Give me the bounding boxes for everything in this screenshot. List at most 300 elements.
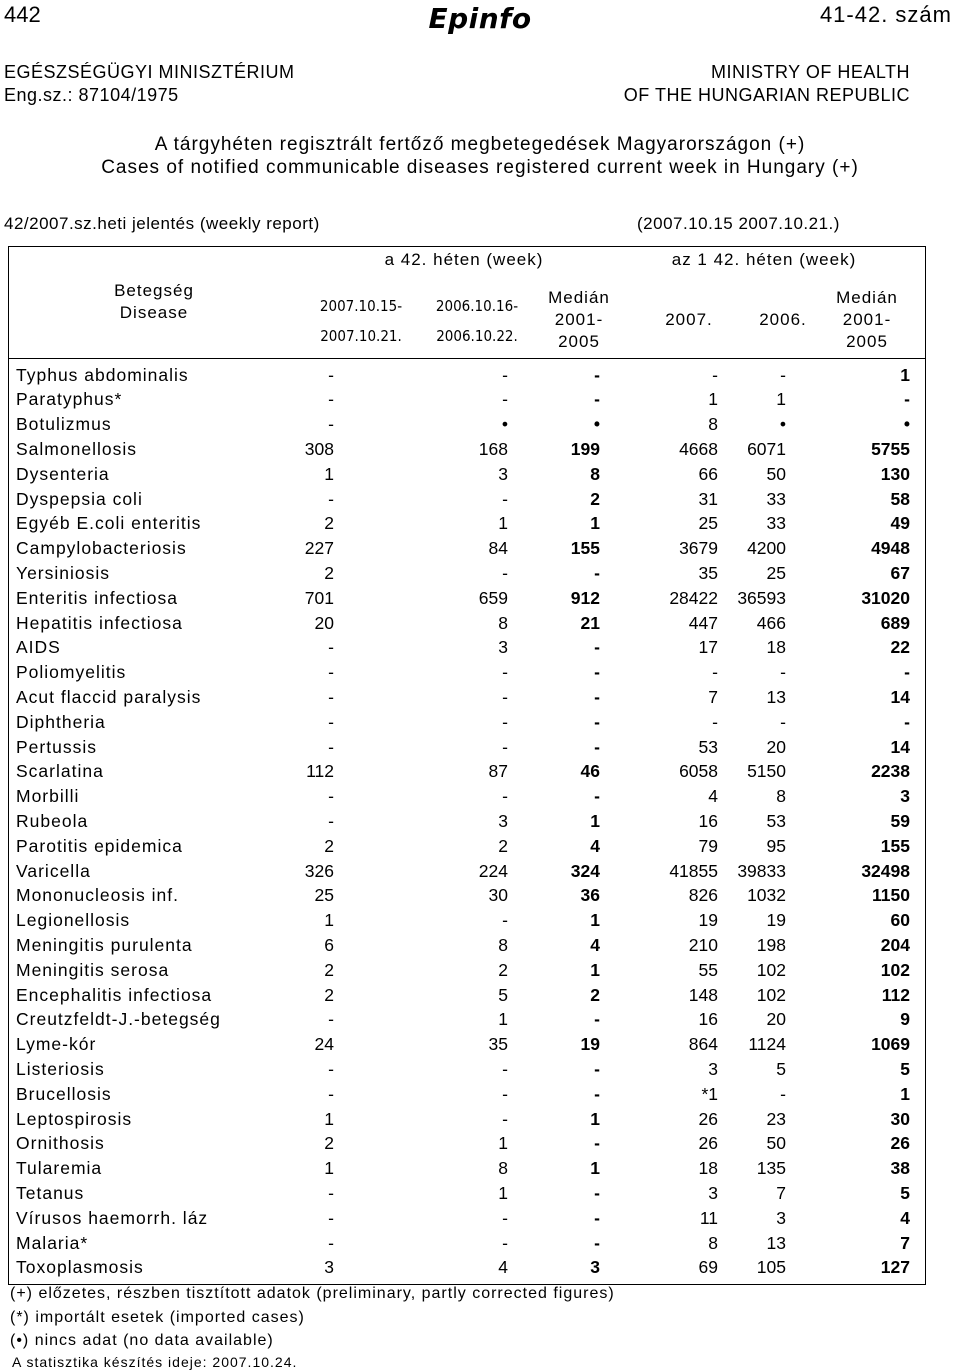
table-row <box>8 387 918 412</box>
cumulative-median: 112 <box>881 984 910 1005</box>
cumulative-2007: 28422 <box>669 587 718 608</box>
disease-name: Brucellosis <box>16 1083 112 1104</box>
cumulative-2006: 5150 <box>747 761 786 782</box>
cumulative-2007: 25 <box>698 513 718 534</box>
week-2007: 3 <box>324 1257 334 1278</box>
table-row <box>8 1082 918 1107</box>
cumulative-2007: 16 <box>698 810 718 831</box>
table-row <box>8 710 918 735</box>
week-median: 2 <box>590 488 600 509</box>
group-header-cumulative: az 1 42. héten (week) <box>671 250 857 269</box>
cumulative-median: 58 <box>890 488 910 509</box>
cumulative-2006: 19 <box>766 910 786 931</box>
disease-name: Paratyphus* <box>16 389 123 410</box>
week-median: - <box>594 786 600 807</box>
cumulative-median: 38 <box>890 1158 910 1179</box>
week-2007: - <box>328 810 334 831</box>
cumulative-2007: 55 <box>698 959 718 980</box>
week-2007: - <box>328 414 334 435</box>
week-2007: - <box>328 637 334 658</box>
week-2007: 308 <box>304 438 334 459</box>
week-2007: - <box>328 1009 334 1030</box>
cumulative-2007: 3 <box>708 1182 718 1203</box>
week-2006: 8 <box>498 1158 508 1179</box>
week-2007: 1 <box>324 463 334 484</box>
table-row <box>8 561 918 586</box>
cumulative-median: 26 <box>890 1133 910 1154</box>
week-median: - <box>594 1009 600 1030</box>
table-row <box>8 933 918 958</box>
week-2007: - <box>328 711 334 732</box>
week-2007: 227 <box>304 538 334 559</box>
cumulative-median: 5 <box>900 1182 910 1203</box>
week-2007: 701 <box>304 587 334 608</box>
cumulative-2006: - <box>780 662 786 683</box>
table-row <box>8 1057 918 1082</box>
disease-name: Poliomyelitis <box>16 662 127 683</box>
week-2006: • <box>501 414 508 435</box>
cumulative-2007: 26 <box>698 1133 718 1154</box>
cumulative-median: 32498 <box>861 860 910 881</box>
cumulative-2006: - <box>780 711 786 732</box>
table-row <box>8 1107 918 1132</box>
week-2006: 35 <box>488 1034 508 1055</box>
disease-name: Creutzfeldt-J.-betegség <box>16 1009 221 1030</box>
cumulative-median: 1150 <box>872 885 910 906</box>
disease-header-hu: Betegség <box>114 281 194 300</box>
disease-name: Meningitis serosa <box>16 959 170 980</box>
cumulative-2006: 6071 <box>747 438 786 459</box>
week-2007: 2 <box>324 513 334 534</box>
week-2006: - <box>502 662 508 683</box>
week-2007: - <box>328 488 334 509</box>
registration-number: Eng.sz.: 87104/1975 <box>4 85 179 105</box>
cumulative-median: 59 <box>890 810 910 831</box>
cumulative-median: 5755 <box>871 438 910 459</box>
col-median-cumulative-a: Medián <box>836 288 898 307</box>
cumulative-2006: 466 <box>756 612 786 633</box>
col-2006-week-top: 2006.10.16- <box>435 297 519 315</box>
week-2007: 25 <box>314 885 334 906</box>
cumulative-2007: 17 <box>698 637 718 658</box>
disease-header-en: Disease <box>119 303 189 322</box>
cumulative-2007: 6058 <box>679 761 718 782</box>
col-2007-week-top: 2007.10.15- <box>319 297 403 315</box>
table-row <box>8 1032 918 1057</box>
disease-name: Ornithosis <box>16 1133 105 1154</box>
cumulative-2007: 210 <box>688 934 718 955</box>
table-row <box>8 908 918 933</box>
week-2007: 2 <box>324 562 334 583</box>
cumulative-2006: 13 <box>766 1232 786 1253</box>
cumulative-2006: 23 <box>766 1108 786 1129</box>
cumulative-2006: 20 <box>766 736 786 757</box>
week-2006: 30 <box>488 885 508 906</box>
week-2007: 2 <box>324 1133 334 1154</box>
cumulative-2006: 53 <box>766 810 786 831</box>
cumulative-median: 204 <box>880 934 910 955</box>
week-median: 1 <box>590 1108 600 1129</box>
week-median: 1 <box>590 910 600 931</box>
col-median-cumulative-c: 2005 <box>846 332 888 351</box>
cumulative-2007: 19 <box>698 910 718 931</box>
group-header-current-week: a 42. héten (week) <box>384 250 544 269</box>
disease-name: Encephalitis infectiosa <box>16 984 213 1005</box>
col-median-week-c: 2005 <box>558 332 600 351</box>
disease-name: Scarlatina <box>16 761 104 782</box>
cumulative-median: 1 <box>900 1083 910 1104</box>
week-2007: - <box>328 1207 334 1228</box>
table-row <box>8 611 918 636</box>
table-row <box>8 1206 918 1231</box>
week-2006: 168 <box>478 438 508 459</box>
disease-name: Campylobacteriosis <box>16 538 187 559</box>
disease-name: Typhus abdominalis <box>16 364 189 385</box>
disease-name: Tularemia <box>16 1158 103 1179</box>
table-row <box>8 660 918 685</box>
week-median: - <box>594 1207 600 1228</box>
cumulative-2006: 13 <box>766 686 786 707</box>
cumulative-median: 4948 <box>871 538 910 559</box>
week-2007: 20 <box>314 612 334 633</box>
col-median-cumulative-b: 2001- <box>842 310 892 329</box>
week-median: 1 <box>590 513 600 534</box>
week-median: 1 <box>590 1158 600 1179</box>
cumulative-2007: - <box>712 364 718 385</box>
week-median: 324 <box>570 860 600 881</box>
cumulative-2006: 25 <box>766 562 786 583</box>
week-2007: - <box>328 736 334 757</box>
cumulative-2006: 39833 <box>737 860 786 881</box>
ministry-name-en: MINISTRY OF HEALTH <box>710 62 910 82</box>
cumulative-2007: 41855 <box>669 860 718 881</box>
cumulative-2007: 4668 <box>679 438 718 459</box>
week-2007: - <box>328 389 334 410</box>
week-2007: - <box>328 662 334 683</box>
cumulative-median: 5 <box>900 1058 910 1079</box>
week-2006: - <box>502 1207 508 1228</box>
disease-name: Pertussis <box>16 736 97 757</box>
disease-name: Salmonellosis <box>16 438 137 459</box>
cumulative-median: 2238 <box>871 761 910 782</box>
cumulative-median: 102 <box>880 959 910 980</box>
week-2006: - <box>502 786 508 807</box>
cumulative-2007: 3679 <box>679 538 718 559</box>
cumulative-2006: 4200 <box>747 538 786 559</box>
cumulative-2007: 8 <box>708 1232 718 1253</box>
table-row <box>8 586 918 611</box>
cumulative-2006: 33 <box>766 513 786 534</box>
week-median: - <box>594 1058 600 1079</box>
week-median: - <box>594 686 600 707</box>
week-median: - <box>594 711 600 732</box>
epinfo-logo: Epinfo <box>428 2 532 35</box>
week-2006: 4 <box>498 1257 508 1278</box>
cumulative-2007: 66 <box>698 463 718 484</box>
week-2006: - <box>502 1058 508 1079</box>
week-2006: - <box>502 686 508 707</box>
week-2007: - <box>328 364 334 385</box>
table-row <box>8 1255 918 1280</box>
cumulative-2007: 1 <box>708 389 718 410</box>
week-2007: 24 <box>314 1034 334 1055</box>
cumulative-median: - <box>904 711 910 732</box>
cumulative-2006: 8 <box>776 786 786 807</box>
footnote-preliminary: (+) előzetes, részben tisztított adatok (preliminary, partly corrected figures) <box>10 1285 615 1302</box>
week-2007: - <box>328 1232 334 1253</box>
cumulative-2006: 50 <box>766 1133 786 1154</box>
cumulative-2006: - <box>780 364 786 385</box>
cumulative-2007: 11 <box>699 1207 718 1228</box>
cumulative-median: 3 <box>900 786 910 807</box>
cumulative-2007: 447 <box>688 612 718 633</box>
disease-name: Malaria* <box>16 1232 89 1253</box>
disease-name: AIDS <box>16 637 61 658</box>
issue-number: 41-42. szám <box>819 2 952 27</box>
cumulative-median: 1069 <box>871 1034 910 1055</box>
table-row <box>8 685 918 710</box>
week-median: 4 <box>590 835 600 856</box>
cumulative-2007: 16 <box>698 1009 718 1030</box>
report-period: (2007.10.15 2007.10.21.) <box>637 214 840 233</box>
table-row <box>8 883 918 908</box>
cumulative-median: 67 <box>890 562 910 583</box>
week-median: - <box>594 1133 600 1154</box>
disease-name: Leptospirosis <box>16 1108 133 1129</box>
table-row <box>8 511 918 536</box>
cumulative-median: 130 <box>880 463 910 484</box>
week-median: - <box>594 736 600 757</box>
cumulative-2006: 102 <box>756 959 786 980</box>
week-2006: 8 <box>498 612 508 633</box>
disease-name: Vírusos haemorrh. láz <box>16 1207 209 1228</box>
disease-name: Parotitis epidemica <box>16 835 183 856</box>
week-2006: 3 <box>498 810 508 831</box>
cumulative-2007: 3 <box>708 1058 718 1079</box>
table-row <box>8 1181 918 1206</box>
week-2006: - <box>502 736 508 757</box>
disease-name: Varicella <box>16 860 91 881</box>
disease-name: Listeriosis <box>16 1058 105 1079</box>
week-2007: 1 <box>324 1158 334 1179</box>
week-median: 46 <box>580 761 600 782</box>
table-row <box>8 363 918 388</box>
cumulative-2006: 3 <box>776 1207 786 1228</box>
cumulative-2007: *1 <box>701 1083 718 1104</box>
cumulative-median: 31020 <box>861 587 910 608</box>
week-2006: 5 <box>498 984 508 1005</box>
week-2007: 6 <box>324 934 334 955</box>
week-2006: 3 <box>498 463 508 484</box>
cumulative-2006: • <box>779 414 786 435</box>
table-row <box>8 536 918 561</box>
cumulative-2007: 69 <box>698 1257 718 1278</box>
table-row <box>8 1007 918 1032</box>
cumulative-median: 4 <box>900 1207 910 1228</box>
cumulative-2006: - <box>780 1083 786 1104</box>
week-median: 8 <box>590 463 600 484</box>
cumulative-median: 155 <box>880 835 910 856</box>
disease-name: Dyspepsia coli <box>16 488 143 509</box>
week-2007: 112 <box>306 761 334 782</box>
cumulative-2007: 31 <box>698 488 718 509</box>
cumulative-median: - <box>904 662 910 683</box>
week-median: 155 <box>570 538 600 559</box>
week-median: 3 <box>590 1257 600 1278</box>
week-median: - <box>594 389 600 410</box>
week-2006: 1 <box>498 1009 508 1030</box>
week-median: 19 <box>580 1034 600 1055</box>
table-row <box>8 759 918 784</box>
table-row <box>8 1131 918 1156</box>
cumulative-2007: 18 <box>698 1158 718 1179</box>
disease-name: Mononucleosis inf. <box>16 885 179 906</box>
week-median: - <box>594 1232 600 1253</box>
cumulative-2006: 1124 <box>748 1034 786 1055</box>
disease-name: Tetanus <box>16 1182 85 1203</box>
week-2006: - <box>502 562 508 583</box>
cumulative-2006: 7 <box>776 1182 786 1203</box>
cumulative-2006: 105 <box>756 1257 786 1278</box>
table-row <box>8 958 918 983</box>
footnote-imported: (*) importált esetek (imported cases) <box>10 1309 305 1326</box>
disease-name: Yersiniosis <box>16 562 111 583</box>
week-2007: 2 <box>324 959 334 980</box>
week-median: 1 <box>590 959 600 980</box>
cumulative-2006: 5 <box>776 1058 786 1079</box>
disease-name: Morbilli <box>16 786 80 807</box>
cumulative-median: - <box>904 389 910 410</box>
table-row <box>8 834 918 859</box>
week-median: 21 <box>580 612 600 633</box>
footnote-no-data: (•) nincs adat (no data available) <box>10 1332 274 1349</box>
report-label: 42/2007.sz.heti jelentés (weekly report) <box>4 214 320 233</box>
cumulative-2007: 35 <box>698 562 718 583</box>
cumulative-median: 689 <box>880 612 910 633</box>
table-row <box>8 437 918 462</box>
table-row <box>8 859 918 884</box>
header-divider <box>9 358 925 359</box>
disease-name: Diphtheria <box>16 711 106 732</box>
disease-name: Legionellosis <box>16 910 131 931</box>
table-row <box>8 735 918 760</box>
disease-name: Acut flaccid paralysis <box>16 686 202 707</box>
week-2006: - <box>502 488 508 509</box>
cumulative-median: 9 <box>900 1009 910 1030</box>
page-number: 442 <box>4 2 41 27</box>
cumulative-2006: 50 <box>766 463 786 484</box>
cumulative-2007: 826 <box>688 885 718 906</box>
disease-name: Dysenteria <box>16 463 110 484</box>
week-2007: 2 <box>324 835 334 856</box>
week-2006: 1 <box>498 513 508 534</box>
week-2007: - <box>328 786 334 807</box>
week-median: • <box>593 414 600 435</box>
cumulative-median: 60 <box>890 910 910 931</box>
disease-name: Enteritis infectiosa <box>16 587 179 608</box>
cumulative-median: • <box>903 414 910 435</box>
week-median: - <box>594 562 600 583</box>
cumulative-2006: 33 <box>766 488 786 509</box>
cumulative-2007: 864 <box>688 1034 718 1055</box>
cumulative-2006: 1 <box>776 389 786 410</box>
week-2006: - <box>502 1232 508 1253</box>
title-en: Cases of notified communicable diseases registered current week in Hungary (+) <box>101 157 859 178</box>
week-2007: 1 <box>324 1108 334 1129</box>
title-hu: A tárgyhéten regisztrált fertőző megbetegedések Magyarországon (+) <box>154 134 806 155</box>
disease-name: Botulizmus <box>16 414 112 435</box>
cumulative-2006: 36593 <box>737 587 786 608</box>
disease-name: Meningitis purulenta <box>16 934 193 955</box>
week-median: - <box>594 1182 600 1203</box>
col-median-week-a: Medián <box>548 288 610 307</box>
cumulative-2007: 53 <box>698 736 718 757</box>
week-2007: 326 <box>304 860 334 881</box>
cumulative-2006: 95 <box>766 835 786 856</box>
week-2006: - <box>502 1108 508 1129</box>
table-row <box>8 809 918 834</box>
cumulative-median: 127 <box>880 1257 910 1278</box>
cumulative-median: 14 <box>890 686 910 707</box>
week-2007: 1 <box>324 910 334 931</box>
cumulative-2006: 102 <box>756 984 786 1005</box>
week-2007: - <box>328 1058 334 1079</box>
cumulative-2007: 26 <box>698 1108 718 1129</box>
week-2007: 2 <box>324 984 334 1005</box>
week-2006: 224 <box>478 860 508 881</box>
week-2006: 3 <box>498 637 508 658</box>
cumulative-2007: - <box>712 711 718 732</box>
week-2007: - <box>328 686 334 707</box>
cumulative-median: 22 <box>890 637 910 658</box>
table-row <box>8 1231 918 1256</box>
table-row <box>8 983 918 1008</box>
table-row <box>8 487 918 512</box>
table-row <box>8 412 918 437</box>
week-2006: - <box>502 389 508 410</box>
week-median: 912 <box>570 587 600 608</box>
week-median: - <box>594 637 600 658</box>
cumulative-median: 1 <box>900 364 910 385</box>
cumulative-2007: 148 <box>688 984 718 1005</box>
week-2006: 2 <box>498 835 508 856</box>
disease-name: Egyéb E.coli enteritis <box>16 513 202 534</box>
table-row <box>8 1156 918 1181</box>
week-median: 199 <box>570 438 600 459</box>
week-2006: 2 <box>498 959 508 980</box>
week-median: 4 <box>590 934 600 955</box>
week-median: 36 <box>580 885 600 906</box>
cumulative-median: 30 <box>890 1108 910 1129</box>
week-2007: - <box>328 1083 334 1104</box>
cumulative-2007: 8 <box>708 414 718 435</box>
week-2006: 1 <box>498 1133 508 1154</box>
week-2006: 8 <box>498 934 508 955</box>
week-median: 2 <box>590 984 600 1005</box>
week-2006: 87 <box>488 761 508 782</box>
cumulative-2006: 20 <box>766 1009 786 1030</box>
week-2006: - <box>502 711 508 732</box>
week-median: - <box>594 1083 600 1104</box>
cumulative-median: 49 <box>890 513 910 534</box>
table-row <box>8 462 918 487</box>
week-2006: 659 <box>478 587 508 608</box>
week-median: 1 <box>590 810 600 831</box>
cumulative-2006: 1032 <box>747 885 786 906</box>
statistics-date: A statisztika készítés ideje: 2007.10.24. <box>12 1354 298 1370</box>
week-2006: - <box>502 1083 508 1104</box>
col-2006-cumulative: 2006. <box>759 310 807 329</box>
